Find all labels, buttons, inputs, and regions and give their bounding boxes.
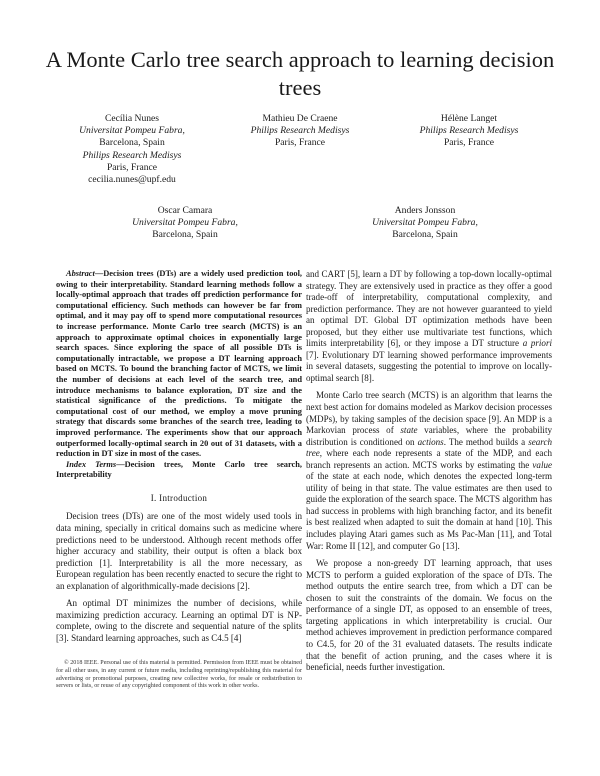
right-paragraph-3: We propose a non-greedy DT learning approach, that uses MCTS to perform a guided exploration of the space of DTs. The method outputs the entire search tree, from which a DT can be chosen to suit the constraints of the domain. We focus on the performance of a single DT, as opposed to an ensemble of trees, targeting applications in which interpretability is crucial. Our method achieves improvement in prediction performance compared to C4.5, for 20 of the 31 evaluated datasets. The results indicate that the benefit of action pruning, and the cases where it is beneficial, needs further investigation.	[306, 558, 552, 673]
author-name: Oscar Camara	[157, 205, 213, 216]
right-paragraph-2	[306, 390, 552, 552]
emphasis: a priori	[522, 338, 552, 349]
author-name: Mathieu De Craene	[262, 113, 338, 124]
index-terms-lead: Index Terms	[66, 459, 117, 469]
author-location: Barcelona, Spain	[152, 229, 218, 241]
author-block-langet	[396, 113, 542, 150]
author-affiliation: Philips Research Medisys	[250, 125, 350, 137]
author-affiliation: Philips Research Medisys	[419, 125, 519, 137]
abstract-lead: Abstract	[66, 269, 95, 278]
emphasis: actions	[417, 436, 444, 447]
author-block-nunes	[62, 113, 202, 186]
author-location: Paris, France	[106, 161, 158, 173]
emphasis: value	[532, 459, 552, 470]
right-paragraph-1	[306, 269, 552, 384]
text-run: [7]. Evolutionary DT learning showed performance improvements in several datasets, suggesting the potential to improve on locally-optimal search [8].	[306, 349, 552, 383]
intro-paragraph-1: Decision trees (DTs) are one of the most widely used tools in data mining, specially in critical domains such as medicine where predictions need to be understood. Although recent methods offer higher accuracy and stability, their output is often a black box prediction [1]. Interpretability is all the more necessary, as European regulation has been recently enacted to secure the right to an explanation of algorithmically-made decisions [2].	[56, 511, 302, 591]
author-affiliation: Universitat Pompeu Fabra,	[372, 217, 478, 229]
author-location: Paris, France	[443, 137, 495, 149]
author-affiliation: Universitat Pompeu Fabra,	[79, 125, 185, 137]
intro-paragraph-2: An optimal DT minimizes the number of decisions, while maximizing prediction accuracy. Learning an optimal DT is NP-complete, owing to the discrete and sequential nature of the splits [3]. Standard learning approaches, such as C4.5 [4]	[56, 598, 302, 643]
left-column	[56, 269, 302, 650]
index-terms-text: —Decision trees, Monte Carlo tree search, Interpretability	[56, 459, 303, 480]
right-column	[306, 269, 552, 680]
author-location: Paris, France	[274, 137, 326, 149]
copyright-text: © 2018 IEEE. Personal use of this material is permitted. Permission from IEEE must be obtained for all other uses, in any current or future media, including reprinting/republishing this material for advertising or promotional purposes, creating new collective works, for resale or redistribution to servers or lists, or reuse of any copyrighted component of this work in other works.	[56, 660, 302, 690]
emphasis: search tree	[306, 436, 552, 459]
text-run: and CART [5], learn a DT by following a top-down locally-optimal strategy. They are extensively used in practice as they offer a good trade-off of interpretability, computational complexity, and prediction performance. They are not however guaranteed to yield an optimal DT. Global DT optimization methods have been proposed, but they either use multivariate test functions, which limits interpretability [6], or they impose a DT structure	[306, 269, 552, 349]
abstract	[56, 269, 302, 481]
author-name: Hélène Langet	[440, 113, 498, 124]
author-name: Anders Jonsson	[394, 205, 456, 216]
emphasis: state	[400, 425, 418, 436]
author-name: Cecília Nunes	[104, 113, 160, 124]
copyright-notice	[56, 660, 302, 691]
author-block-decraene	[218, 113, 382, 150]
paper-title: A Monte Carlo tree search approach to learning decision trees	[45, 47, 555, 100]
text-run: , where each node represents a state of the MDP, and each branch represents an action. MCTS works by estimating the	[306, 448, 552, 470]
text-run: of the state at each node, which denotes the expected long-term utility of being in that state. The value estimates are then used to guide the exploration of the search space. The MCTS algorithm has had success in problems with high branching factor, and its benefit is best realized when adapted to suit the domain at hand [10]. This includes playing Atari games such as Ms Pac-Man [11], and Total War: Rome II [12], and computer Go [13].	[306, 471, 552, 551]
author-block-camara	[110, 205, 260, 242]
author-affiliation: Universitat Pompeu Fabra,	[132, 217, 238, 229]
author-block-jonsson	[350, 205, 500, 242]
author-location: Barcelona, Spain	[99, 137, 165, 149]
section-heading-introduction: I. Introduction	[150, 492, 208, 503]
author-email: cecilia.nunes@upf.edu	[88, 174, 176, 186]
text-run: Monte Carlo tree search (MCTS) is an algorithm that learns the next best action for domains modeled as Markov decision processes (MDPs), by taking samples of the decision space [9]. An MDP is a Markovian process of	[306, 390, 552, 436]
author-affiliation: Philips Research Medisys	[82, 149, 182, 161]
abstract-text: —Decision trees (DTs) are a widely used prediction tool, owing to their interpretability. Standard learning methods follow a locally-optimal approach that trades off prediction performance for computational efficiency. Such methods can however be far from optimal, and it may pay off to spend more computational resources to increase performance. Monte Carlo tree search (MCTS) is an approach to approximate optimal choices in exponentially large search spaces. Since exploring the space of all possible DTs is computationally intractable, we propose a DT learning approach based on MCTS. To bound the branching factor of MCTS, we limit the number of decisions at each level of the search tree, and introduce mechanisms to balance exploration, DT size and the statistical significance of the predictions. To mitigate the computational cost of our method, we employ a move pruning strategy that discards some branches of the search tree, leading to improved performance. The experiments show that our approach outperformed locally-optimal search in 20 out of 31 datasets, with a reduction in DT size in most of the cases.	[56, 269, 302, 459]
author-location: Barcelona, Spain	[392, 229, 458, 241]
text-run: variables, where the probability distribution is conditioned on	[306, 425, 552, 447]
text-run: . The method builds a	[443, 436, 529, 447]
